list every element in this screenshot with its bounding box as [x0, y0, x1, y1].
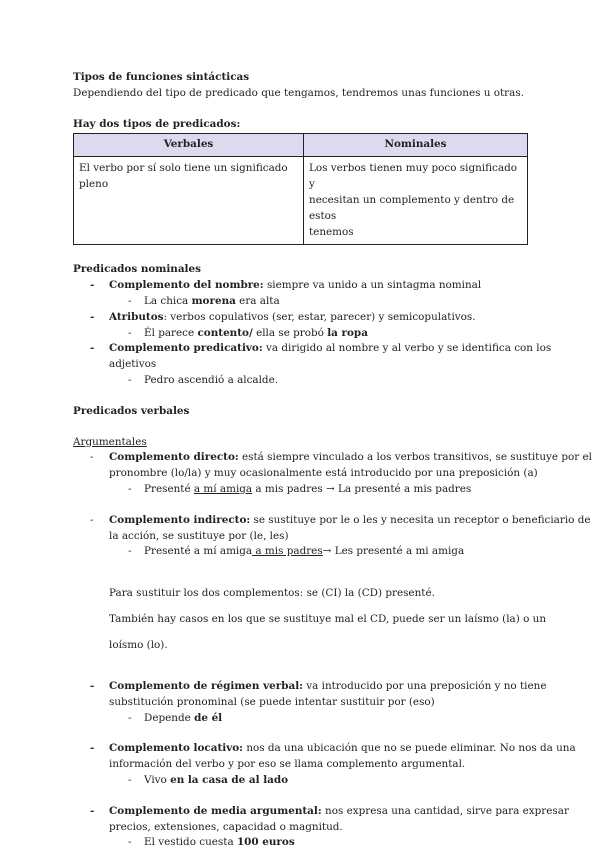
example-result: Les presenté a mi amiga: [331, 545, 465, 558]
example-highlight: en la casa de al lado: [170, 774, 289, 787]
subsection-heading-argumentales: Argumentales: [73, 435, 147, 448]
explanation-paragraph: loísmo (lo).: [109, 638, 168, 651]
arrow-right-icon: →: [326, 482, 335, 495]
definition-continued: la acción, se sustituye por (le, les): [109, 529, 289, 542]
table-cell-line: Los verbos tienen muy poco significado y: [309, 162, 517, 191]
example-item: [73, 544, 528, 560]
definition: siempre va unido a un sintagma nominal: [263, 279, 482, 292]
example-item: [73, 711, 528, 727]
definition-continued: pronombre (lo/la) y muy ocasionalmente está introducido por una preposición (a): [109, 467, 538, 480]
table-row: [74, 157, 528, 245]
dash-bullet-icon: -: [128, 545, 132, 558]
example-text: Vivo: [144, 774, 171, 787]
term: Complemento del nombre:: [109, 279, 264, 292]
dash-bullet-icon: -: [128, 326, 132, 339]
dash-bullet-icon: -: [128, 482, 132, 495]
definition-continued: substitución pronominal (se puede intentar sustituir por (eso): [109, 695, 435, 708]
example-highlight: de él: [194, 711, 223, 724]
dash-bullet-icon: -: [128, 711, 132, 724]
term: Complemento indirecto:: [109, 513, 251, 526]
term: Complemento de régimen verbal:: [109, 680, 303, 693]
example-text: La chica: [144, 294, 192, 307]
table-header-nominales: Nominales: [304, 134, 528, 157]
dash-bullet-icon: -: [128, 294, 132, 307]
list-item-complemento-regimen: [73, 679, 547, 711]
definition: nos da una ubicación que no se puede eliminar. No nos da una: [243, 742, 576, 755]
list-item-complemento-indirecto: [73, 513, 591, 545]
list-item-atributos: [73, 310, 528, 326]
example-item: [73, 373, 528, 389]
definition: nos expresa una cantidad, sirve para expresar: [321, 804, 569, 817]
dash-bullet-icon: -: [128, 774, 132, 787]
example-highlight: morena: [191, 294, 236, 307]
example-text: ella se probó: [252, 326, 328, 339]
definition-continued: adjetivos: [109, 358, 157, 371]
example-text: Él parece: [144, 326, 198, 339]
table-cell-nominales: [304, 157, 528, 245]
term: Complemento locativo:: [109, 742, 244, 755]
example-highlight: 100 euros: [236, 836, 295, 849]
dash-bullet-icon: -: [90, 804, 95, 817]
explanation-paragraph: También hay casos en los que se sustituye mal el CD, puede ser un laísmo (la) o un: [109, 612, 547, 625]
dash-bullet-icon: -: [90, 680, 95, 693]
dash-bullet-icon: -: [90, 513, 94, 526]
document-page: [73, 70, 592, 851]
definition: se sustituye por le o les y necesita un receptor o beneficiario de: [250, 513, 591, 526]
section-heading-dos-tipos: Hay dos tipos de predicados:: [73, 117, 241, 130]
table-header-verbales: Verbales: [74, 134, 304, 157]
example-text: Presenté: [144, 482, 194, 495]
term: Complemento predicativo:: [109, 342, 263, 355]
example-item: [73, 326, 528, 342]
dash-bullet-icon: -: [90, 310, 95, 323]
definition: va dirigido al nombre y al verbo y se identifica con los: [262, 342, 552, 355]
table-cell-line: tenemos: [309, 225, 354, 238]
example-highlight: la ropa: [327, 326, 368, 339]
list-item-complemento-locativo: [73, 741, 576, 773]
dash-bullet-icon: -: [90, 342, 95, 355]
example-item: [73, 773, 528, 789]
example-highlight: contento/: [197, 326, 253, 339]
definition-continued: precios, extensiones, capacidad o magnitud.: [109, 820, 343, 833]
example-item: [73, 835, 528, 851]
definition: va introducido por una preposición y no tiene: [303, 680, 547, 693]
definition: : verbos copulativos (ser, estar, parecer) y semicopulativos.: [163, 310, 476, 323]
arrow-right-icon: →: [322, 545, 332, 558]
example-underlined: a mis padres: [252, 545, 323, 558]
term: Complemento directo:: [109, 451, 239, 464]
example-text: El vestido cuesta: [144, 836, 237, 849]
list-item-complemento-directo: [73, 450, 592, 482]
dash-bullet-icon: -: [90, 279, 95, 292]
definition-continued: información del verbo y por eso se llama complemento argumental.: [109, 758, 466, 771]
example-text: Depende: [144, 711, 195, 724]
predicate-comparison-table: [73, 133, 528, 245]
list-item-complemento-nombre: [73, 278, 528, 294]
table-cell-verbales: El verbo por sí solo tiene un significado pleno: [74, 157, 304, 245]
example-result: La presenté a mis padres: [334, 482, 472, 495]
table-header-row: [74, 134, 528, 157]
definition: está siempre vinculado a los verbos transitivos, se sustituye por el: [238, 451, 592, 464]
intro-paragraph: Dependiendo del tipo de predicado que tengamos, tendremos unas funciones u otras.: [73, 86, 524, 99]
term: Complemento de media argumental:: [109, 804, 322, 817]
list-item-complemento-media: [73, 804, 569, 836]
dash-bullet-icon: -: [128, 836, 132, 849]
section-heading-verbales: Predicados verbales: [73, 404, 190, 417]
example-item: [73, 294, 528, 310]
example-underlined: a mí amiga: [193, 482, 253, 495]
dash-bullet-icon: -: [90, 742, 95, 755]
list-item-complemento-predicativo: [73, 341, 552, 373]
explanation-paragraph: Para sustituir los dos complementos: se (CI) la (CD) presenté.: [109, 586, 435, 599]
table-cell-line: necesitan un complemento y dentro de estos: [309, 193, 515, 222]
section-heading-tipos: Tipos de funciones sintácticas: [73, 71, 250, 83]
dash-bullet-icon: -: [128, 373, 132, 386]
example-text: Pedro ascendió a alcalde.: [144, 373, 279, 386]
example-item: [73, 482, 528, 498]
example-text: era alta: [235, 294, 280, 307]
section-heading-nominales: Predicados nominales: [73, 263, 201, 276]
dash-bullet-icon: -: [90, 451, 94, 464]
example-text: Presenté a mí amiga: [144, 545, 253, 558]
term: Atributos: [109, 310, 164, 323]
example-text: a mis padres: [252, 482, 323, 495]
